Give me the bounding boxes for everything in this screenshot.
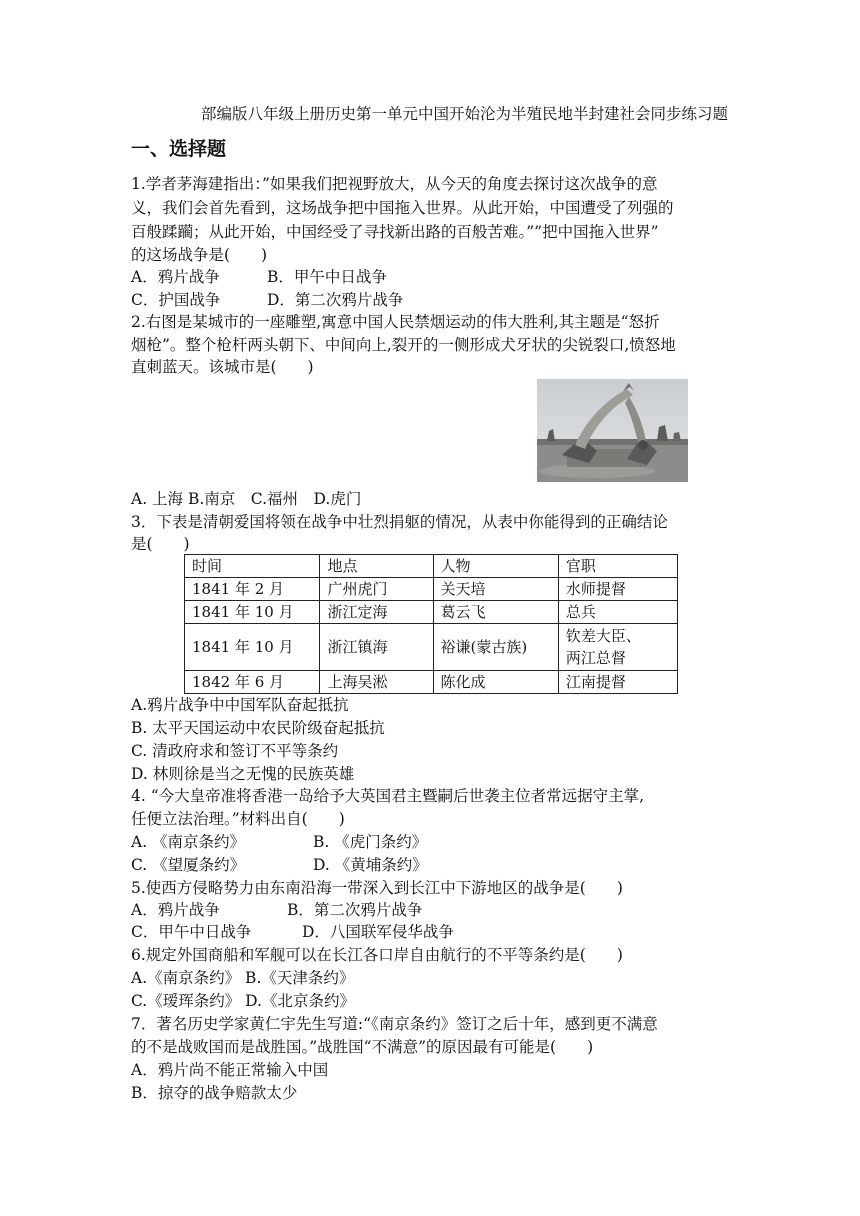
q4-option-c: C. 《望厦条约》 xyxy=(131,856,246,874)
q7-option-a: A．鸦片尚不能正常输入中国 xyxy=(131,1061,329,1079)
q6-options: C.《瑷珲条约》 D.《北京条约》 xyxy=(131,992,355,1010)
table-cell: 上海吴淞 xyxy=(320,671,433,694)
table-cell: 广州虎门 xyxy=(320,578,433,601)
q3-option-b: B. 太平天国运动中农民阶级奋起抵抗 xyxy=(131,719,385,737)
table-cell: 1841 年 10 月 xyxy=(185,601,320,624)
table-cell: 1842 年 6 月 xyxy=(185,671,320,694)
sculpture-photo xyxy=(537,379,688,482)
q1-line: 百般蹂躏；从此开始，中国经受了寻找新出路的百般苦难。””把中国拖入世界” xyxy=(131,223,659,241)
q5-option-d: D．八国联军侵华战争 xyxy=(302,923,454,941)
table-cell: 葛云飞 xyxy=(433,601,558,624)
q4-line: 任便立法治理。”材料出自( ) xyxy=(131,810,345,828)
q5-line: 5.使西方侵略势力由东南沿海一带深入到长江中下游地区的战争是( ) xyxy=(131,879,623,897)
table-header-row xyxy=(185,555,678,578)
q6-line: 6.规定外国商船和军舰可以在长江各口岸自由航行的不平等条约是( ) xyxy=(131,946,623,964)
q2-line: 直刺蓝天。该城市是( ) xyxy=(131,358,314,376)
q3-line: 是( ) xyxy=(131,535,190,553)
q3-option-d: D. 林则徐是当之无愧的民族英雄 xyxy=(131,765,355,783)
section-heading: 一、选择题 xyxy=(131,138,227,160)
table-header-cell: 地点 xyxy=(320,555,433,578)
general-table xyxy=(184,554,678,694)
q4-option-a: A. 《南京条约》 xyxy=(131,833,246,851)
table-row xyxy=(185,624,678,671)
table-cell: 陈化成 xyxy=(433,671,558,694)
q3-line: 3．下表是清朝爱国将领在战争中壮烈捐躯的情况，从表中你能得到的正确结论 xyxy=(131,513,668,531)
q2-options: A. 上海 B.南京 C.福州 D.虎门 xyxy=(131,490,362,508)
q3-option-a: A.鸦片战争中中国军队奋起抵抗 xyxy=(131,696,349,714)
table-row xyxy=(185,671,678,694)
q1-line: 1.学者茅海建指出：”如果我们把视野放大，从今天的角度去探讨这次战争的意 xyxy=(131,175,658,193)
table-cell: 江南提督 xyxy=(558,671,677,694)
table-cell: 浙江定海 xyxy=(320,601,433,624)
q1-option-b: B．甲午中日战争 xyxy=(267,268,387,286)
table-cell: 关天培 xyxy=(433,578,558,601)
q1-line: 义，我们会首先看到，这场战争把中国拖入世界。从此开始，中国遭受了列强的 xyxy=(131,199,674,217)
q7-line: 7．著名历史学家黄仁宇先生写道:“《南京条约》签订之后十年，感到更不满意 xyxy=(131,1015,658,1033)
table-cell: 1841 年 10 月 xyxy=(185,624,320,671)
table-header-cell: 人物 xyxy=(433,555,558,578)
q4-option-d: D. 《黄埔条约》 xyxy=(313,856,428,874)
q4-line: 4. “今大皇帝准将香港一岛给予大英国君主暨嗣后世袭主位者常远据守主掌, xyxy=(131,787,645,805)
table-header-cell: 时间 xyxy=(185,555,320,578)
q5-option-b: B．第二次鸦片战争 xyxy=(287,901,423,919)
q5-option-c: C．甲午中日战争 xyxy=(131,923,252,941)
q2-line: 烟枪”。整个枪杆两头朝下、中间向上,裂开的一侧形成犬牙状的尖锐裂口,愤怒地 xyxy=(131,336,676,354)
q4-option-b: B. 《虎门条约》 xyxy=(313,833,428,851)
table-cell: 总兵 xyxy=(558,601,677,624)
q5-option-a: A．鸦片战争 xyxy=(131,901,220,919)
table-cell: 裕谦(蒙古族) xyxy=(433,624,558,671)
sculpture-image xyxy=(537,379,688,482)
table-cell: 1841 年 2 月 xyxy=(185,578,320,601)
q1-option-c: C．护国战争 xyxy=(131,291,221,309)
table-row xyxy=(185,578,678,601)
table-row xyxy=(185,601,678,624)
table-cell: 钦差大臣、 两江总督 xyxy=(558,624,677,671)
q1-option-a: A．鸦片战争 xyxy=(131,268,220,286)
q2-line: 2.右图是某城市的一座雕塑,寓意中国人民禁烟运动的伟大胜利,其主题是“怒折 xyxy=(131,313,660,331)
q6-options: A.《南京条约》 B.《天津条约》 xyxy=(131,969,355,987)
q7-line: 的不是战败国而是战胜国。”战胜国“不满意”的原因最有可能是( ) xyxy=(131,1038,594,1056)
table-cell: 浙江镇海 xyxy=(320,624,433,671)
document-title: 部编版八年级上册历史第一单元中国开始沦为半殖民地半封建社会同步练习题 xyxy=(200,105,728,123)
q1-option-d: D．第二次鸦片战争 xyxy=(267,291,404,309)
table-cell: 水师提督 xyxy=(558,578,677,601)
q1-line: 的这场战争是( ) xyxy=(131,246,268,264)
table-header-cell: 官职 xyxy=(558,555,677,578)
q7-option-b: B．掠夺的战争赔款太少 xyxy=(131,1084,298,1102)
q3-option-c: C. 清政府求和签订不平等条约 xyxy=(131,742,339,760)
